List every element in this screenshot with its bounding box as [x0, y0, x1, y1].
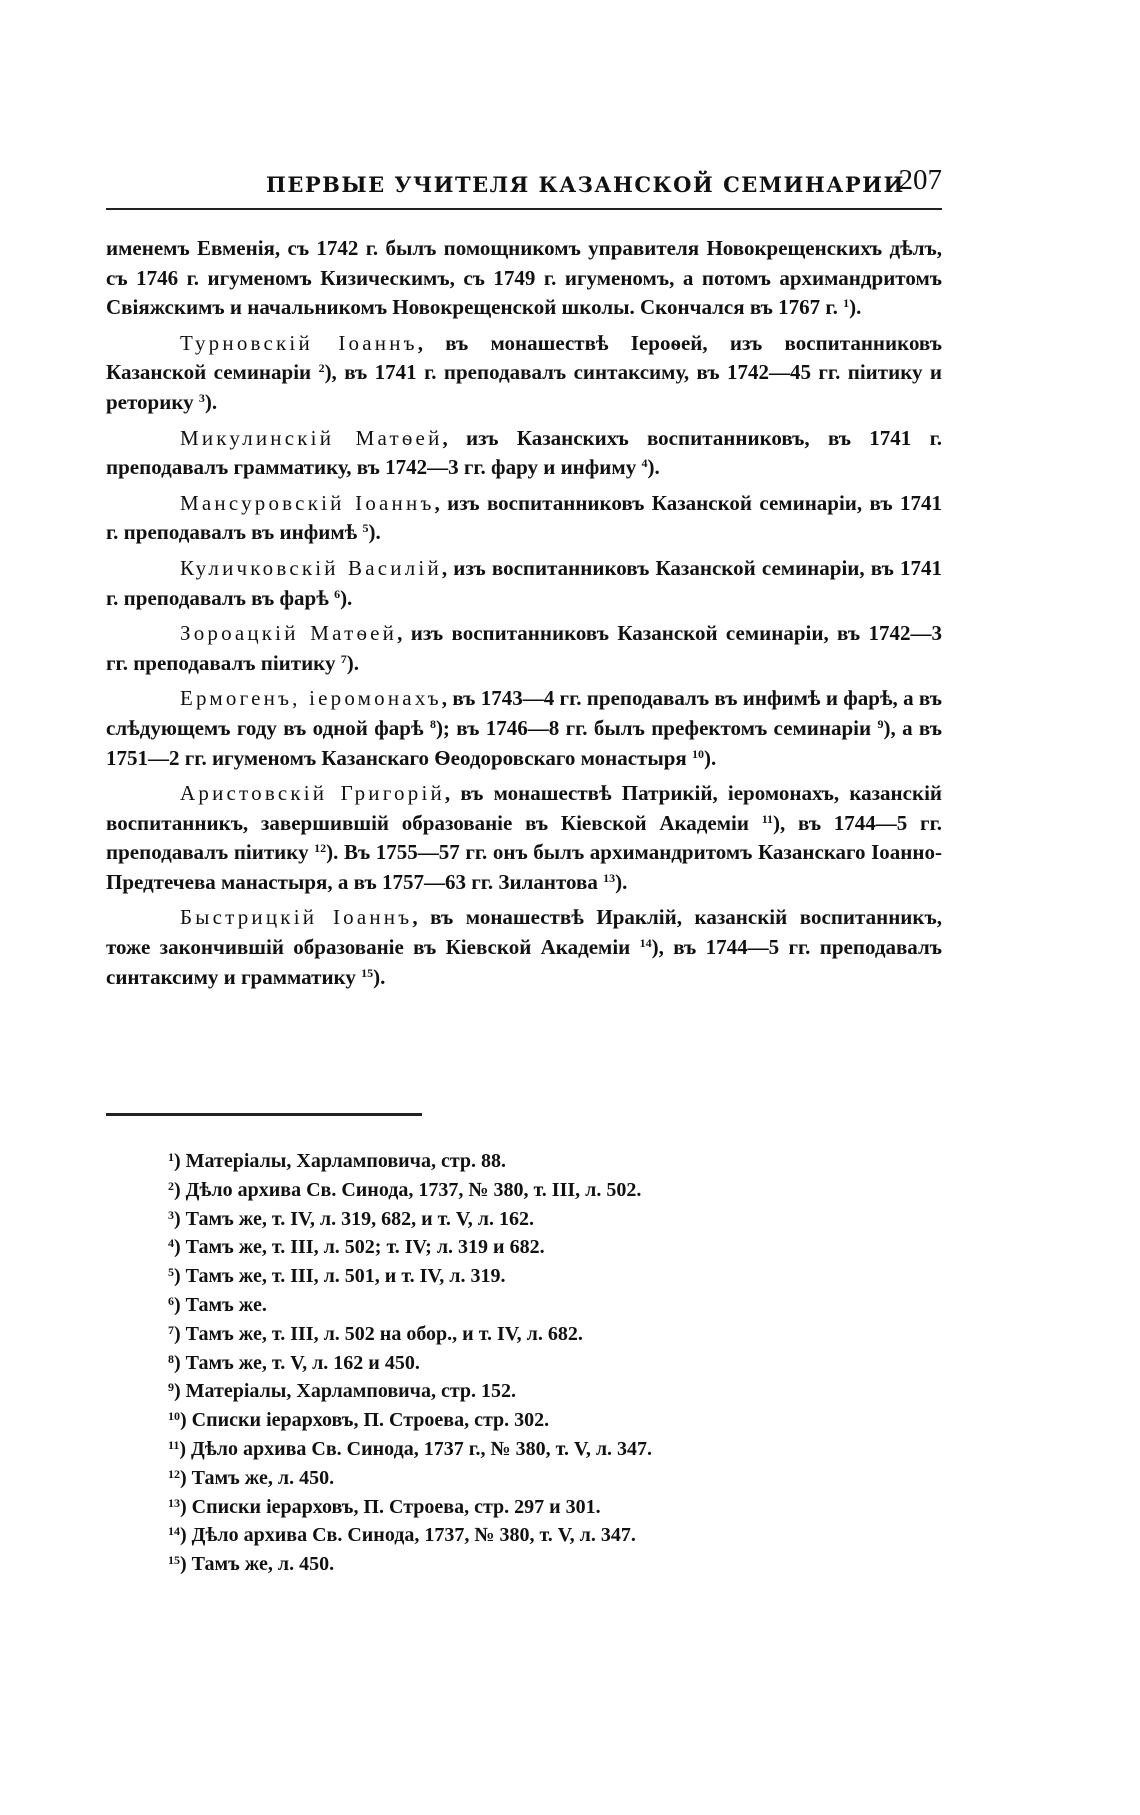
footnote-text: ) Тамъ же, т. III, л. 502; т. IV; л. 319 и 682. — [174, 1236, 545, 1259]
footnote-ref: 4 — [641, 456, 648, 471]
footnote-ref: 8 — [429, 716, 436, 731]
paragraph-text: ), въ 1741 г. преподавалъ синтаксиму, въ 1742—45 гг. піитику и реторику — [106, 360, 942, 414]
paragraph-text: именемъ Евменія, съ 1742 г. былъ помощникомъ управителя Новокрещенскихъ дѣлъ, съ 1746 г. игуменомъ Кизическимъ, съ 1749 г. игуменомъ, а потомъ архимандритомъ Свіяжскимъ и начальникомъ Новокрещенской школы. Скончался въ 1767 г. — [106, 236, 942, 320]
page-header — [106, 162, 942, 206]
footnote — [168, 1377, 868, 1406]
footnote-ref: 11 — [761, 811, 774, 826]
footnote — [168, 1262, 868, 1291]
footnote — [168, 1349, 868, 1378]
footnote-ref: 13 — [603, 870, 616, 885]
footnote-number: 15 — [168, 1553, 180, 1568]
main-text — [106, 234, 942, 998]
footnote — [168, 1406, 868, 1435]
paragraph-text: ). — [346, 650, 359, 675]
footnote-text: ) Тамъ же, л. 450. — [180, 1553, 335, 1576]
paragraph-text: ). — [704, 745, 717, 770]
footnote — [168, 1233, 868, 1262]
footnote-ref: 6 — [334, 586, 341, 601]
footnote-number: 10 — [168, 1409, 180, 1424]
footnote-number: 2 — [168, 1178, 174, 1193]
footnote — [168, 1147, 868, 1176]
paragraph-text: ). Въ 1755—57 гг. онъ былъ архимандритомъ Казанскаго Іоанно-Предтечева манастыря, а въ 1757—63 гг. Зилантова — [106, 840, 942, 894]
paragraph-text: , въ монашествѣ Ираклій, казанскій воспитанникъ, тоже закончившій образованіе въ Кіевской Академіи — [106, 905, 942, 960]
footnote-text: ) Тамъ же, т. IV, л. 319, 682, и т. V, л. 162. — [174, 1207, 535, 1230]
footnote-text: ) Матеріалы, Харламповича, стр. 152. — [174, 1380, 517, 1403]
footnote — [168, 1435, 868, 1464]
footnote-text: ) Тамъ же, т. V, л. 162 и 450. — [174, 1351, 420, 1374]
footnote — [168, 1320, 868, 1349]
paragraph-text: ). — [615, 869, 628, 894]
paragraph-text: ). — [340, 585, 353, 610]
paragraph-text: , изъ воспитанниковъ Казанской семинаріи, въ 1741 г. преподавалъ въ фарѣ — [106, 555, 942, 610]
footnote-number: 8 — [168, 1351, 174, 1366]
paragraph — [106, 684, 942, 773]
paragraph-text: , изъ воспитанниковъ Казанской семинаріи, въ 1742—3 гг. преподавалъ піитику — [106, 621, 942, 675]
footnote — [168, 1521, 868, 1550]
paragraph — [106, 779, 942, 897]
person-name: Мансуровскій Іоаннъ — [180, 490, 435, 515]
paragraph — [106, 489, 942, 548]
footnote-number: 1 — [168, 1150, 174, 1164]
footnote-number: 5 — [168, 1265, 174, 1280]
footnote-ref: 14 — [639, 936, 652, 951]
footnote-number: 9 — [168, 1380, 174, 1395]
footnote-ref: 10 — [692, 746, 705, 761]
footnote-text: ) Матеріалы, Харламповича, стр. 88. — [174, 1150, 507, 1172]
footnote-number: 12 — [168, 1466, 180, 1481]
footnote-number: 7 — [168, 1322, 174, 1337]
footnote — [168, 1291, 868, 1320]
footnote-number: 6 — [168, 1293, 174, 1308]
paragraph-text: ). — [647, 455, 660, 480]
person-name: Ермогенъ, іеромонахъ — [180, 686, 442, 711]
footnote-ref: 12 — [314, 841, 327, 856]
footnote-text: ) Дѣло архива Св. Синода, 1737, № 380, т. III, л. 502. — [174, 1178, 642, 1201]
person-name: Быстрицкій Іоаннъ — [180, 905, 413, 930]
footnote-text: ) Тамъ же. — [174, 1293, 267, 1316]
footnote — [168, 1464, 868, 1493]
paragraph — [106, 554, 942, 613]
paragraph-text: , изъ Казанскихъ воспитанниковъ, въ 1741 г. преподавалъ грамматику, въ 1742—3 гг. фару и инфиму — [106, 425, 942, 480]
footnote-text: ) Списки іерарховъ, П. Строева, стр. 302. — [180, 1409, 550, 1432]
paragraph — [106, 329, 942, 418]
footnote-number: 14 — [168, 1524, 180, 1539]
header-rule — [106, 208, 942, 210]
footnote-ref: 3 — [198, 390, 205, 405]
footnote-rule — [106, 1113, 422, 1116]
footnote-number: 3 — [168, 1207, 174, 1222]
footnote-ref: 2 — [318, 361, 325, 376]
paragraph-text: ). — [849, 295, 862, 320]
footnote-number: 13 — [168, 1495, 180, 1510]
paragraph-text: , въ монашествѣ Іероѳей, изъ воспитанниковъ Казанской семинаріи — [106, 330, 942, 385]
footnote-text: ) Тамъ же, т. III, л. 502 на обор., и т. IV, л. 682. — [174, 1322, 583, 1345]
paragraph — [106, 903, 942, 992]
footnote — [168, 1550, 868, 1579]
paragraph-text: ); въ 1746—8 гг. былъ префектомъ семинаріи — [435, 715, 878, 740]
footnote-ref: 1 — [843, 296, 850, 311]
footnote-text: ) Дѣло архива Св. Синода, 1737, № 380, т. V, л. 347. — [180, 1524, 636, 1547]
paragraph-text: ). — [368, 520, 381, 545]
footnote-number: 11 — [168, 1437, 180, 1452]
footnote-text: ) Тамъ же, т. III, л. 501, и т. IV, л. 319. — [174, 1265, 506, 1288]
person-name: Аристовскій Григорій — [180, 781, 445, 806]
person-name: Куличковскій Василій — [180, 555, 442, 580]
footnote — [168, 1493, 868, 1522]
paragraph-text: ), въ 1744—5 гг. преподавалъ синтаксиму и грамматику — [106, 935, 943, 989]
paragraph-text: ), въ 1744—5 гг. преподавалъ піитику — [106, 810, 942, 865]
footnote-ref: 7 — [340, 651, 347, 666]
paragraph — [106, 234, 942, 323]
paragraph-text: , изъ воспитанниковъ Казанской семинаріи, въ 1741 г. преподавалъ въ инфимѣ — [106, 490, 942, 545]
paragraph — [106, 424, 942, 483]
footnote-ref: 15 — [361, 965, 374, 980]
person-name: Зороацкій Матѳей — [180, 621, 398, 646]
person-name: Турновскій Іоаннъ — [180, 330, 418, 355]
footnote-number: 4 — [168, 1236, 174, 1251]
person-name: Микулинскій Матѳей — [180, 425, 443, 450]
footnote — [168, 1176, 868, 1205]
paragraph-text: ). — [204, 389, 218, 414]
footnote-text: ) Дѣло архива Св. Синода, 1737 г., № 380, т. V, л. 347. — [179, 1437, 653, 1460]
footnote-ref: 5 — [362, 521, 369, 536]
running-title: ПЕРВЫЕ УЧИТЕЛЯ КАЗАНСКОЙ СЕМИНАРИИ — [266, 172, 905, 197]
paragraph-text: ), а въ 1751—2 гг. игуменомъ Казанскаго Ѳеодоровскаго монастыря — [106, 715, 942, 770]
page-number: 207 — [898, 164, 942, 196]
paragraph — [106, 619, 942, 678]
footnotes — [168, 1147, 868, 1579]
paragraph-text: , въ 1743—4 гг. преподавалъ въ инфимѣ и фарѣ, а въ слѣдующемъ году въ одной фарѣ — [106, 686, 942, 740]
paragraph-text: , въ монашествѣ Патрикій, іеромонахъ, казанскій воспитанникъ, завершившій образованіе въ Кіевской Академіи — [106, 781, 942, 835]
paragraph-text: ). — [373, 964, 386, 989]
footnote-text: ) Списки іерарховъ, П. Строева, стр. 297 и 301. — [180, 1495, 601, 1518]
footnote-ref: 9 — [877, 716, 884, 731]
footnote-text: ) Тамъ же, л. 450. — [180, 1466, 335, 1489]
footnote — [168, 1205, 868, 1234]
